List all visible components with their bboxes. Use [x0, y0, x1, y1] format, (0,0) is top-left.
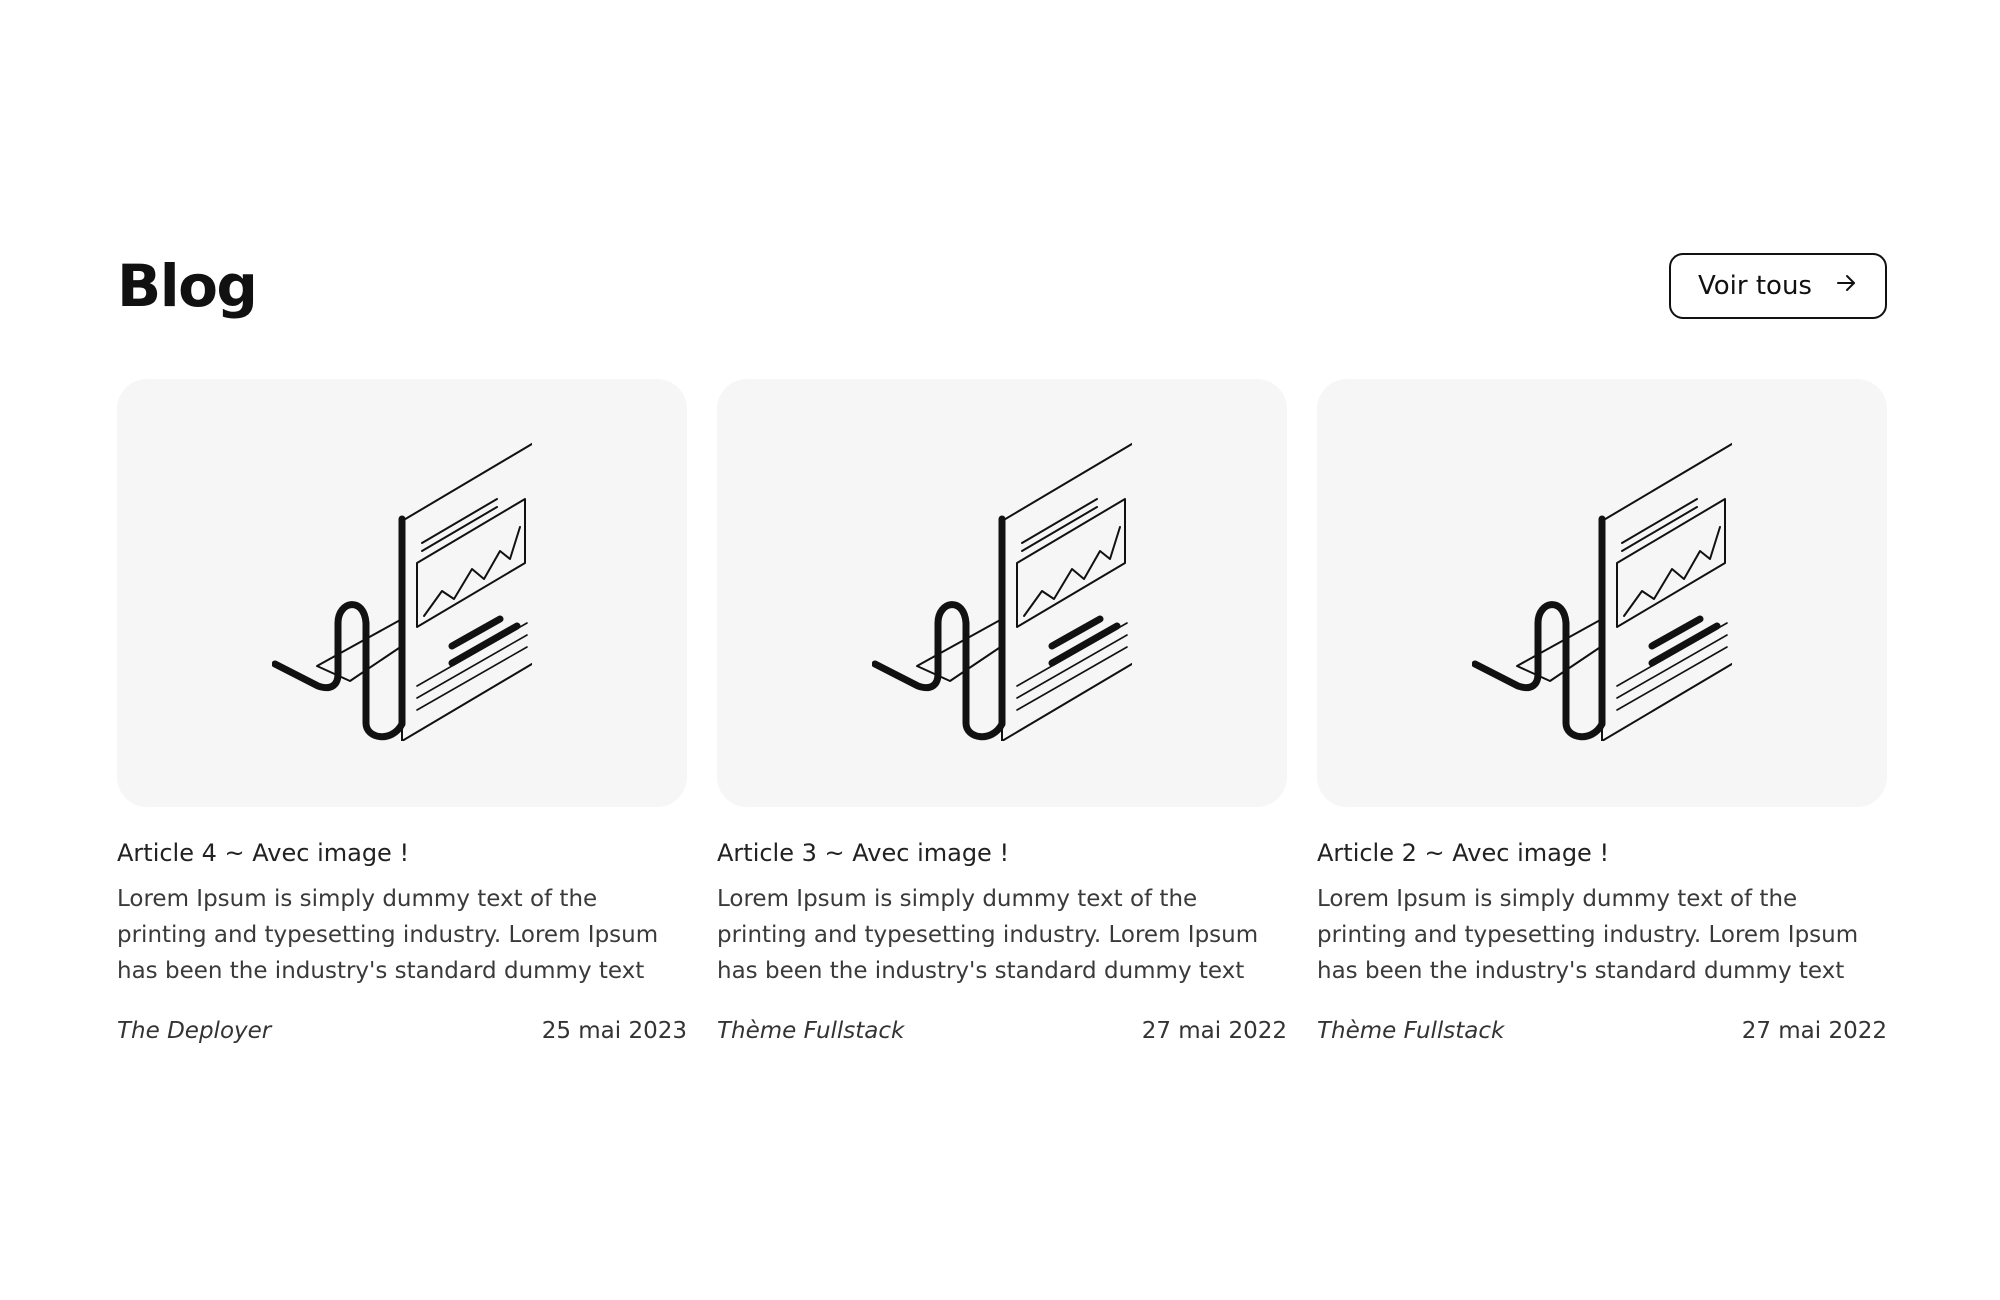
article-title[interactable]: Article 3 ~ Avec image !: [717, 839, 1010, 867]
article-author: Thème Fullstack: [717, 1018, 905, 1044]
page-title: Blog: [117, 252, 257, 320]
arrow-right-icon: [1834, 271, 1858, 302]
article-title[interactable]: Article 2 ~ Avec image !: [1317, 839, 1610, 867]
article-meta: [117, 1015, 687, 1047]
article-title[interactable]: Article 4 ~ Avec image !: [117, 839, 410, 867]
article-image[interactable]: [717, 379, 1287, 807]
newspaper-illustration-icon: [1472, 441, 1732, 745]
article-excerpt: Lorem Ipsum is simply dummy text of the printing and typesetting industry. Lorem Ipsum has been the industry's standard dummy text: [1317, 886, 1859, 984]
see-all-label: Voir tous: [1698, 271, 1812, 301]
article-meta: [1317, 1015, 1887, 1047]
article-date: 27 mai 2022: [1141, 1018, 1287, 1044]
article-excerpt: Lorem Ipsum is simply dummy text of the printing and typesetting industry. Lorem Ipsum has been the industry's standard dummy text: [117, 886, 659, 984]
article-list: [117, 379, 1887, 1047]
see-all-button[interactable]: [1669, 253, 1887, 319]
blog-section: [117, 253, 1887, 1047]
article-image[interactable]: [1317, 379, 1887, 807]
newspaper-illustration-icon: [872, 441, 1132, 745]
article-excerpt: Lorem Ipsum is simply dummy text of the printing and typesetting industry. Lorem Ipsum has been the industry's standard dummy text: [717, 886, 1259, 984]
article-card[interactable]: [717, 379, 1287, 1047]
article-card[interactable]: [1317, 379, 1887, 1047]
article-date: 27 mai 2022: [1741, 1018, 1887, 1044]
article-date: 25 mai 2023: [541, 1018, 687, 1044]
article-image[interactable]: [117, 379, 687, 807]
article-card[interactable]: [117, 379, 687, 1047]
newspaper-illustration-icon: [272, 441, 532, 745]
blog-header: [117, 253, 1887, 319]
article-author: The Deployer: [117, 1018, 272, 1044]
article-meta: [717, 1015, 1287, 1047]
article-author: Thème Fullstack: [1317, 1018, 1505, 1044]
